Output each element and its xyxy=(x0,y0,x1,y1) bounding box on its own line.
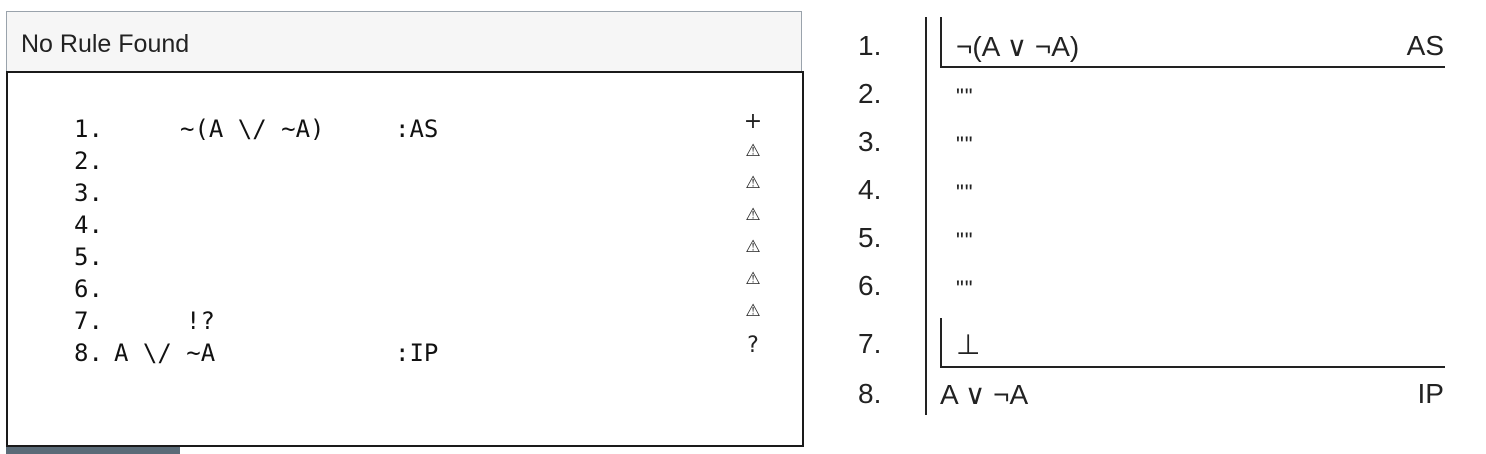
proof-row xyxy=(840,216,1450,260)
panel-resize-handle[interactable] xyxy=(6,447,180,454)
editor-line[interactable] xyxy=(8,115,798,147)
editor-line[interactable] xyxy=(8,307,798,339)
line-formula[interactable]: ~(A \/ ~A) xyxy=(180,115,325,143)
line-number: 8. xyxy=(74,339,103,367)
proof-line-number: 1. xyxy=(858,30,882,61)
status-message: No Rule Found xyxy=(21,30,190,58)
line-number: 2. xyxy=(74,147,103,175)
ditto-mark: "" xyxy=(956,276,974,301)
line-number: 3. xyxy=(74,179,103,207)
line-number: 4. xyxy=(74,211,103,239)
editor-line[interactable] xyxy=(8,147,798,179)
warning-icon[interactable]: ⚠ xyxy=(745,269,761,289)
line-formula[interactable]: !? xyxy=(186,307,215,335)
editor-line[interactable] xyxy=(8,339,798,371)
proof-line-number: 6. xyxy=(858,270,882,301)
proof-formula: ¬(A ∨ ¬A) xyxy=(956,31,1080,62)
line-number: 1. xyxy=(74,115,103,143)
editor-line[interactable] xyxy=(8,243,798,275)
line-number: 6. xyxy=(74,275,103,303)
warning-icon[interactable]: ⚠ xyxy=(745,237,761,257)
ditto-mark: "" xyxy=(956,228,974,253)
editor-line[interactable] xyxy=(8,179,798,211)
warning-icon[interactable]: ⚠ xyxy=(745,301,761,321)
proof-line-number: 3. xyxy=(858,126,882,157)
ditto-mark: "" xyxy=(956,132,974,157)
editor-line[interactable] xyxy=(8,211,798,243)
proof-justification: AS xyxy=(1406,30,1444,61)
proof-row xyxy=(840,72,1450,116)
conclusion-line xyxy=(940,366,1445,368)
unknown-status-icon[interactable]: ? xyxy=(747,333,759,358)
proof-formula: ⊥ xyxy=(956,329,981,360)
proof-line-number: 2. xyxy=(858,78,882,109)
warning-icon[interactable]: ⚠ xyxy=(745,141,761,161)
proof-row xyxy=(840,372,1450,416)
proof-line-number: 4. xyxy=(858,174,882,205)
proof-line-number: 8. xyxy=(858,378,882,409)
line-formula[interactable]: A \/ ~A xyxy=(114,339,216,367)
line-justification[interactable]: :IP xyxy=(395,339,439,367)
line-justification[interactable]: :AS xyxy=(395,115,439,143)
proof-editor[interactable] xyxy=(6,71,804,447)
proof-line-number: 7. xyxy=(858,328,882,359)
proof-row xyxy=(840,120,1450,164)
proof-row xyxy=(840,24,1450,68)
ditto-mark: "" xyxy=(956,84,974,109)
add-line-icon[interactable]: + xyxy=(743,109,763,134)
line-number: 7. xyxy=(74,307,103,335)
proof-formula: A ∨ ¬A xyxy=(940,379,1029,410)
proof-line-number: 5. xyxy=(858,222,882,253)
warning-icon[interactable]: ⚠ xyxy=(745,205,761,225)
proof-row xyxy=(840,168,1450,212)
warning-icon[interactable]: ⚠ xyxy=(745,173,761,193)
line-number: 5. xyxy=(74,243,103,271)
proof-row xyxy=(840,264,1450,308)
editor-line[interactable] xyxy=(8,275,798,307)
proof-justification: IP xyxy=(1417,378,1444,409)
proof-row xyxy=(840,322,1450,366)
status-bar xyxy=(6,11,802,71)
ditto-mark: "" xyxy=(956,180,974,205)
